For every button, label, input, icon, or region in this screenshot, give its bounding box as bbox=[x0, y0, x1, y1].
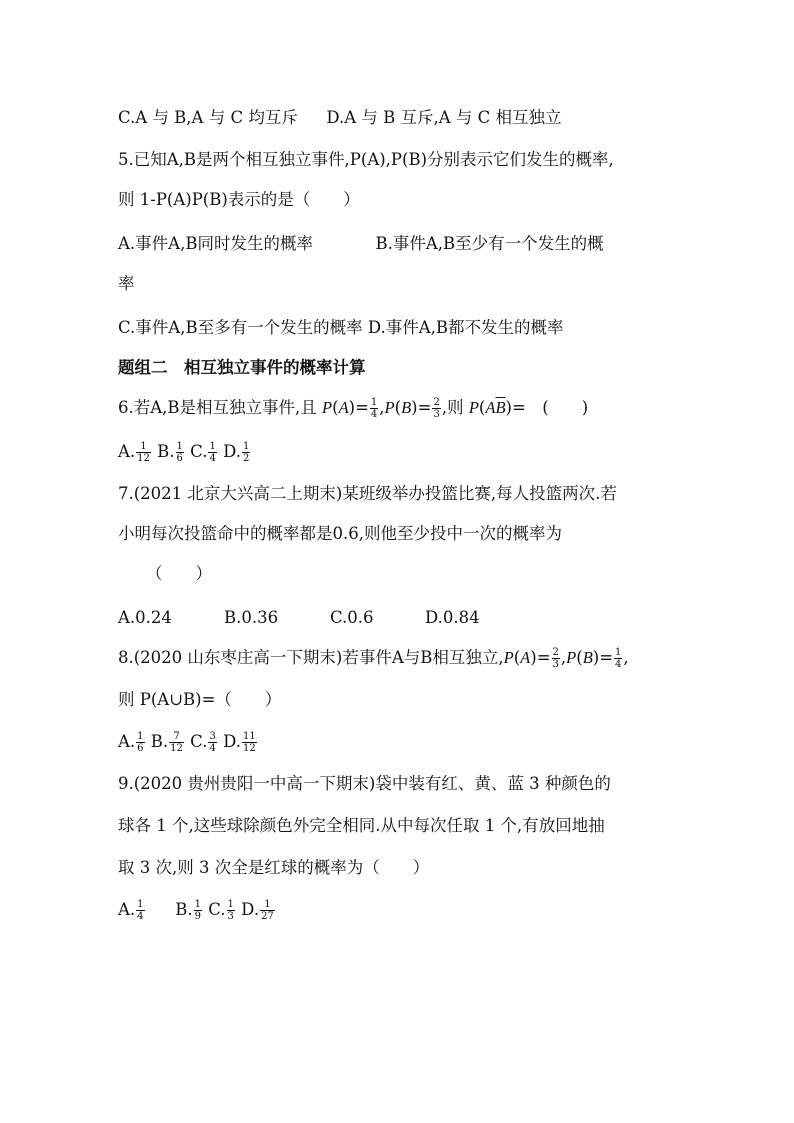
q9-option-a: A. $\frac{1}{4}$ bbox=[118, 899, 144, 922]
q8-stem-prefix: 8.(2020 山东枣庄高一下期末)若事件A与B相互独立, bbox=[118, 648, 504, 667]
q6-option-a: A. $\frac{1}{12}$ bbox=[118, 441, 150, 464]
q5-options-cd bbox=[118, 316, 564, 340]
q9-stem-line-3: 取 3 次,则 3 次全是红球的概率为（ ） bbox=[118, 858, 430, 877]
q5-option-b: B.事件A,B至少有一个发生的概 bbox=[375, 234, 604, 253]
q6-stem-prefix: 6.若A,B是相互独立事件,且 bbox=[118, 398, 317, 417]
q8-pb-fraction: $\frac{1}{4}$ bbox=[615, 647, 622, 670]
q7-stem-line-2: 小明每次投篮命中的概率都是0.6,则他至少投中一次的概率为 bbox=[118, 524, 562, 543]
q9-options bbox=[118, 898, 276, 922]
q4-option-c: C.A 与 B,A 与 C 均互斥 bbox=[118, 108, 298, 127]
q5-option-b-cont: 率 bbox=[118, 274, 135, 293]
q5-option-a: A.事件A,B同时发生的概率 bbox=[118, 234, 313, 253]
group2-heading: 题组二 相互独立事件的概率计算 bbox=[118, 358, 366, 377]
q4-options-line bbox=[118, 106, 562, 130]
q7-stem-line-1: 7.(2021 北京大兴高二上期末)某班级举办投篮比赛,每人投篮两次.若 bbox=[118, 484, 617, 503]
q9-option-c: C. $\frac{1}{3}$ bbox=[208, 899, 234, 922]
q6-option-b: B. $\frac{1}{6}$ bbox=[157, 441, 183, 464]
q7-option-c: C.0.6 bbox=[330, 608, 374, 627]
q9-stem-line-1: 9.(2020 贵州贵阳一中高一下期末)袋中装有红、黄、蓝 3 种颜色的 bbox=[118, 774, 611, 793]
q5-option-c: C.事件A,B至多有一个发生的概率 bbox=[118, 318, 363, 337]
q7-options bbox=[118, 606, 480, 630]
q6-stem: 6.若A,B是相互独立事件,且 P(A)= $\frac{1}{4}$ ,P(B)= $\frac{2}{3}$ ,则 $P(A\overline{B})=$ ( ) bbox=[118, 397, 589, 420]
q5-options-ab bbox=[118, 232, 604, 256]
q8-pa-fraction: $\frac{2}{3}$ bbox=[552, 647, 559, 670]
q9-option-d: D. $\frac{1}{27}$ bbox=[241, 899, 274, 922]
q8-option-d: D. $\frac{11}{12}$ bbox=[223, 731, 256, 754]
q5-option-d: D.事件A,B都不发生的概率 bbox=[367, 318, 564, 337]
q6-options bbox=[118, 440, 251, 464]
q6-option-d: D. $\frac{1}{2}$ bbox=[223, 441, 250, 464]
q5-stem-line-1: 5.已知A,B是两个相互独立事件,P(A),P(B)分别表示它们发生的概率, bbox=[118, 150, 614, 169]
q8-option-b: B. $\frac{7}{12}$ bbox=[150, 731, 183, 754]
q7-answer-bracket: （ ） bbox=[146, 564, 212, 583]
q8-option-a: A. $\frac{1}{6}$ bbox=[118, 731, 144, 754]
q7-option-b: B.0.36 bbox=[224, 608, 279, 627]
q5-stem-line-2: 则 1-P(A)P(B)表示的是（ ） bbox=[118, 190, 360, 209]
q9-option-b: B. $\frac{1}{9}$ bbox=[175, 899, 201, 922]
q6-pa-fraction: $\frac{1}{4}$ bbox=[370, 397, 378, 420]
q8-stem-line-1: 8.(2020 山东枣庄高一下期末)若事件A与B相互独立,P(A)= $\frac{2}{3}$ ,P(B)= $\frac{1}{4}$ , bbox=[118, 647, 629, 670]
q6-pb-fraction: $\frac{2}{3}$ bbox=[433, 397, 440, 420]
q4-option-d: D.A 与 B 互斥,A 与 C 相互独立 bbox=[326, 108, 562, 127]
q8-options bbox=[118, 730, 258, 754]
q8-option-c: C. $\frac{3}{4}$ bbox=[190, 731, 216, 754]
q9-stem-line-2: 球各 1 个,这些球除颜色外完全相同.从中每次任取 1 个,有放回地抽 bbox=[118, 816, 605, 835]
q7-option-d: D.0.84 bbox=[425, 608, 480, 627]
q6-option-c: C. $\frac{1}{4}$ bbox=[190, 441, 216, 464]
q7-option-a: A.0.24 bbox=[118, 608, 172, 627]
q8-stem-line-2: 则 P(A∪B)=（ ） bbox=[118, 690, 282, 709]
